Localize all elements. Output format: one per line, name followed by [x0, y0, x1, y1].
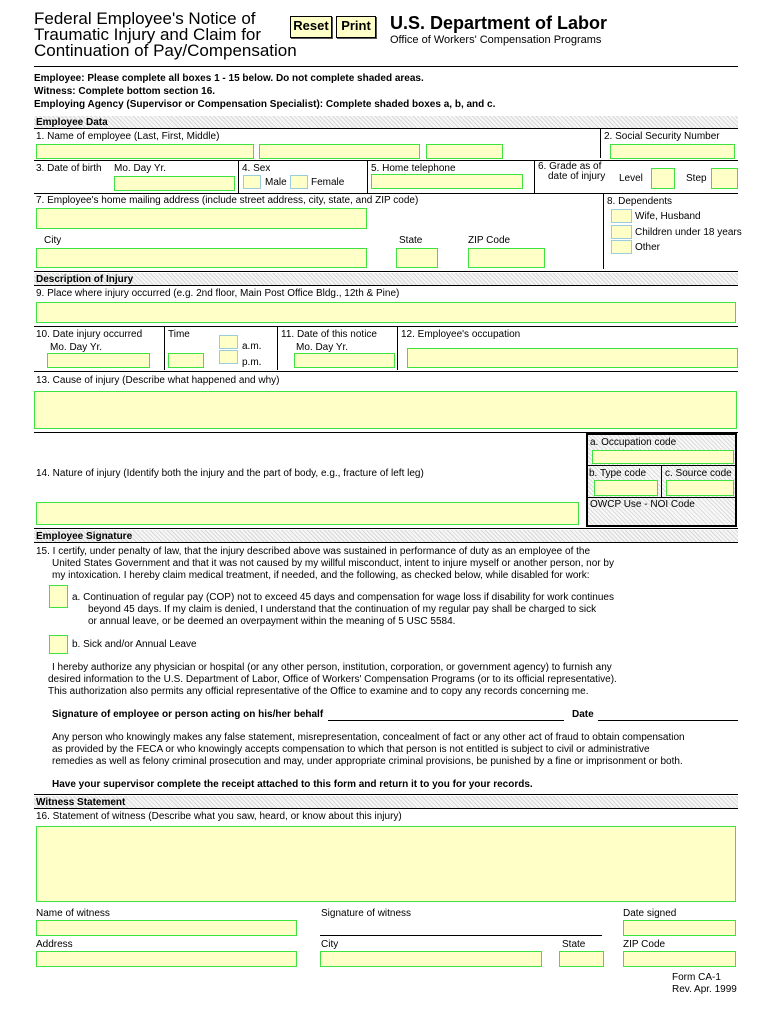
witness-city-label: City — [321, 939, 339, 950]
injury-nature-field[interactable] — [36, 502, 579, 525]
pm-checkbox[interactable] — [219, 350, 238, 364]
cop-line2: beyond 45 days. If my claim is denied, I understand that the continuation of my regular pay shall be charged to sick — [88, 604, 597, 615]
divider — [367, 160, 368, 193]
am-checkbox[interactable] — [219, 335, 238, 349]
rule — [34, 528, 738, 529]
last-name-field[interactable] — [36, 144, 254, 159]
city-label: City — [44, 235, 62, 246]
divider — [277, 326, 278, 370]
rule — [34, 271, 738, 272]
witness-header — [34, 796, 738, 808]
dependent-other-label: Other — [635, 242, 661, 253]
divider — [600, 128, 601, 158]
witness-signature-label: Signature of witness — [321, 908, 412, 919]
auth-line2: desired information to the U.S. Department of Labor, Office of Workers' Compensation Programs (or to its official representative). — [48, 674, 617, 685]
rule — [34, 794, 738, 795]
injury-title: Description of Injury — [36, 274, 134, 285]
rule — [34, 326, 738, 327]
q14-label: 14. Nature of injury (Identify both the injury and the part of body, e.g., fracture of left leg) — [36, 468, 424, 479]
print-button[interactable]: Print — [336, 16, 376, 38]
witness-zip-field[interactable] — [623, 951, 736, 967]
rule — [34, 128, 738, 129]
occupation-code-label: a. Occupation code — [590, 437, 677, 448]
dependent-spouse-label: Wife, Husband — [635, 211, 701, 222]
instruction-witness: Witness: Complete bottom section 16. — [34, 86, 216, 97]
witness-state-field[interactable] — [559, 951, 604, 967]
q10-label: 10. Date injury occurred — [36, 329, 143, 340]
male-label: Male — [265, 177, 287, 188]
home-telephone-field[interactable] — [371, 174, 523, 189]
dependent-children-checkbox[interactable] — [611, 225, 632, 239]
time-label: Time — [168, 329, 190, 340]
cop-checkbox[interactable] — [49, 585, 68, 608]
q16-label: 16. Statement of witness (Describe what you saw, heard, or know about this injury) — [36, 811, 402, 822]
q10-sub-label: Mo. Day Yr. — [50, 342, 103, 353]
leave-label: b. Sick and/or Annual Leave — [72, 639, 197, 650]
male-checkbox[interactable] — [243, 175, 261, 189]
form-title-line1: Federal Employee's Notice of — [34, 9, 256, 28]
dependent-other-checkbox[interactable] — [611, 240, 632, 254]
q1-label: 1. Name of employee (Last, First, Middle) — [36, 131, 220, 142]
dependent-children-label: Children under 18 years — [635, 227, 742, 238]
signature-title: Employee Signature — [36, 531, 133, 542]
rule — [34, 542, 738, 543]
street-address-field[interactable] — [36, 208, 367, 229]
level-label: Level — [619, 173, 643, 184]
owcp-label: OWCP Use - NOI Code — [590, 499, 695, 510]
cert-line2: United States Government and that it was not caused by my willful misconduct, intent to injure myself or another person, nor by — [52, 558, 614, 569]
cert-line3: my intoxication. I hereby claim medical treatment, if needed, and the following, as checked below, while disabled for work: — [52, 570, 590, 581]
signature-date-line[interactable] — [598, 720, 738, 721]
warning-line2: as provided by the FECA or who knowingly accepts compensation to which that person is not entitled is subject to civil or administrative — [52, 744, 650, 755]
leave-checkbox[interactable] — [49, 635, 68, 654]
auth-line3: This authorization also permits any official representative of the Office to examine and to copy any records concerning me. — [48, 686, 589, 697]
q6-label: 6. Grade as of — [538, 161, 602, 172]
witness-city-field[interactable] — [320, 951, 542, 967]
rule — [587, 497, 736, 498]
employee-signature-label: Signature of employee or person acting on his/her behalf — [52, 709, 324, 720]
q3-sub-label: Mo. Day Yr. — [114, 163, 167, 174]
office-name: Office of Workers' Compensation Programs — [390, 34, 602, 46]
q6-label-2: date of injury — [548, 171, 606, 182]
q13-label: 13. Cause of injury (Describe what happened and why) — [36, 375, 280, 386]
q11-label: 11. Date of this notice — [281, 329, 377, 340]
form-revision: Rev. Apr. 1999 — [672, 984, 737, 995]
q5-label: 5. Home telephone — [371, 163, 456, 174]
divider — [238, 160, 239, 193]
injury-location-field[interactable] — [36, 302, 736, 323]
auth-line1: I hereby authorize any physician or hospital (or any other person, institution, corporation, or government agency) to furnish any — [52, 662, 612, 673]
q8-label: 8. Dependents — [607, 196, 673, 207]
type-code-field[interactable] — [594, 480, 658, 496]
q11-sub-label: Mo. Day Yr. — [296, 342, 349, 353]
form-number: Form CA-1 — [672, 972, 721, 983]
witness-statement-field[interactable] — [36, 826, 736, 902]
q3-label: 3. Date of birth — [36, 163, 102, 174]
occupation-field[interactable] — [407, 348, 738, 368]
cop-line3: or annual leave, or be deemed an overpayment within the meaning of 5 USC 5584. — [88, 616, 456, 627]
occupation-code-field[interactable] — [592, 450, 734, 464]
employee-signature-line[interactable] — [328, 720, 564, 721]
signature-date-label: Date — [572, 709, 594, 720]
warning-line1: Any person who knowingly makes any false statement, misrepresentation, concealment of fact or any other act of fraud to obtain compensation — [52, 732, 685, 743]
rule — [34, 285, 738, 286]
injury-date-field[interactable] — [47, 353, 150, 368]
date-of-birth-field[interactable] — [114, 176, 235, 191]
witness-signature-line[interactable] — [320, 935, 602, 936]
witness-state-label: State — [562, 939, 586, 950]
q9-label: 9. Place where injury occurred (e.g. 2nd floor, Main Post Office Bldg., 12th & Pine) — [36, 288, 400, 299]
ssn-field[interactable] — [610, 144, 735, 159]
q4-label: 4. Sex — [242, 163, 271, 174]
employee-data-header — [34, 116, 738, 128]
rule — [34, 193, 738, 194]
witness-date-field[interactable] — [623, 920, 736, 936]
witness-date-label: Date signed — [623, 908, 677, 919]
department-name: U.S. Department of Labor — [390, 13, 608, 33]
female-checkbox[interactable] — [290, 175, 308, 189]
instruction-employee: Employee: Please complete all boxes 1 - 15 below. Do not complete shaded areas. — [34, 73, 424, 84]
supervisor-note: Have your supervisor complete the receipt attached to this form and return it to you for your records. — [52, 779, 533, 790]
grade-level-field[interactable] — [651, 168, 675, 189]
divider — [603, 193, 604, 269]
rule — [34, 160, 738, 161]
source-code-field[interactable] — [666, 480, 734, 496]
middle-name-field[interactable] — [426, 144, 503, 159]
reset-button[interactable]: Reset — [290, 16, 332, 38]
zip-code-field[interactable] — [468, 248, 545, 268]
cop-line1: a. Continuation of regular pay (COP) not to exceed 45 days and compensation for wage loss if disability for work continues — [72, 592, 614, 603]
divider — [534, 160, 535, 193]
female-label: Female — [311, 177, 345, 188]
injury-time-field[interactable] — [168, 353, 204, 368]
injury-cause-field[interactable] — [34, 391, 737, 429]
type-code-label: b. Type code — [589, 468, 647, 479]
signature-header — [34, 530, 738, 542]
employee-data-title: Employee Data — [36, 117, 108, 128]
am-label: a.m. — [242, 341, 262, 352]
instruction-agency: Employing Agency (Supervisor or Compensation Specialist): Complete shaded boxes a, b, and c. — [34, 99, 496, 110]
injury-header — [34, 273, 738, 285]
zip-label: ZIP Code — [468, 235, 511, 246]
source-code-label: c. Source code — [665, 468, 732, 479]
divider — [397, 326, 398, 370]
witness-address-label: Address — [36, 939, 73, 950]
witness-title: Witness Statement — [36, 797, 126, 808]
form-title-line2: Traumatic Injury and Claim for — [34, 25, 262, 44]
first-name-field[interactable] — [259, 144, 420, 159]
divider — [164, 326, 165, 370]
form-title-line3: Continuation of Pay/Compensation — [34, 41, 297, 60]
city-field[interactable] — [36, 248, 367, 268]
header-divider — [34, 66, 738, 67]
witness-zip-label: ZIP Code — [623, 939, 666, 950]
warning-line3: remedies as well as felony criminal prosecution and may, under appropriate criminal provisions, be punished by a fine or imprisonment or both. — [52, 756, 683, 767]
witness-address-field[interactable] — [36, 951, 297, 967]
pm-label: p.m. — [242, 357, 262, 368]
dependent-spouse-checkbox[interactable] — [611, 209, 632, 223]
grade-step-field[interactable] — [711, 168, 738, 189]
q7-label: 7. Employee's home mailing address (include street address, city, state, and ZIP code) — [36, 195, 419, 206]
q2-label: 2. Social Security Number — [604, 131, 720, 142]
divider — [661, 465, 662, 497]
cert-line1: 15. I certify, under penalty of law, that the injury described above was sustained in performance of duty as an employee of the — [36, 546, 591, 557]
rule — [34, 808, 738, 809]
step-label: Step — [686, 173, 707, 184]
notice-date-field[interactable] — [294, 353, 395, 368]
rule — [34, 371, 738, 372]
witness-name-label: Name of witness — [36, 908, 110, 919]
state-label: State — [399, 235, 423, 246]
state-field[interactable] — [396, 248, 438, 268]
witness-name-field[interactable] — [36, 920, 297, 936]
q12-label: 12. Employee's occupation — [401, 329, 521, 340]
